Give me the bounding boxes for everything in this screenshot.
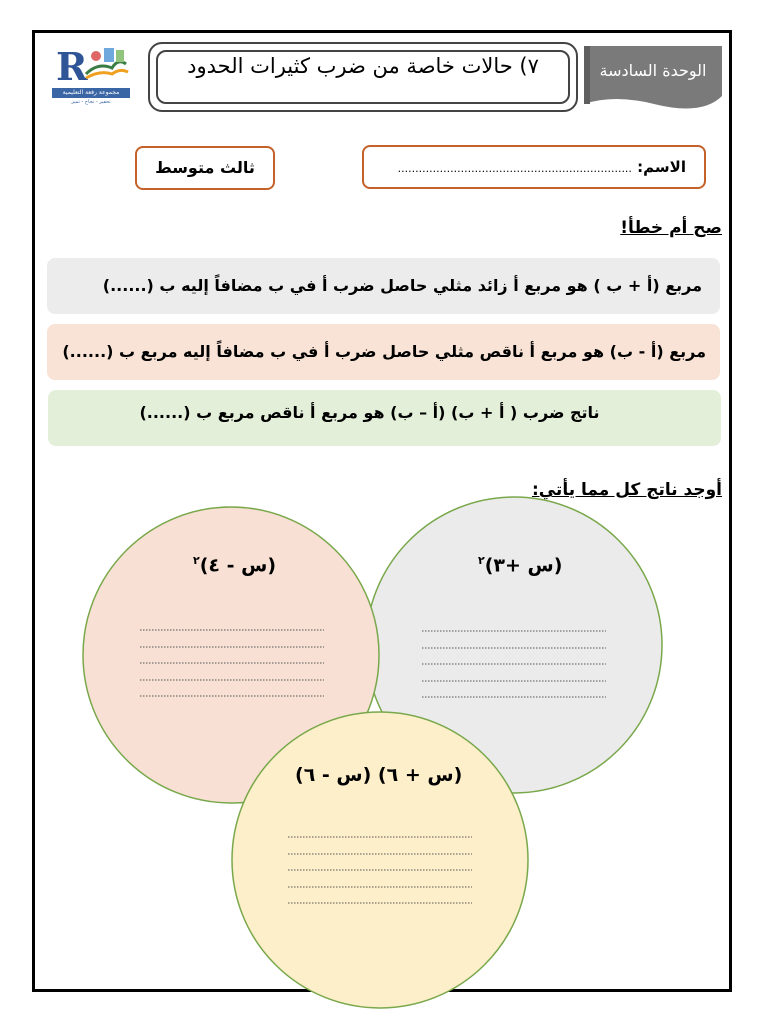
expression-2	[193, 554, 276, 576]
true-false-item[interactable]: مربع (أ + ب ) هو مربع أ زائد مثلي حاصل ضرب أ في ب مضافاً إليه ب (......)	[47, 258, 720, 314]
expression-2-power: ٢	[193, 554, 200, 567]
true-false-item[interactable]: مربع (أ - ب) هو مربع أ ناقص مثلي حاصل ضرب أ في ب مضافاً إليه مربع ب (......)	[47, 324, 720, 380]
expression-3	[295, 764, 462, 786]
expression-1-power: ٢	[478, 554, 485, 567]
name-label: الاسم:	[637, 158, 686, 176]
unit-label: الوحدة السادسة	[599, 61, 707, 80]
expression-2-base: (س - ٤)	[199, 554, 277, 577]
logo-tagline: تحفيز - نجاح - تميز	[71, 99, 111, 105]
answer-circle-yellow	[232, 712, 528, 1008]
products-heading: أوجد ناتج كل مما يأتي:	[531, 480, 722, 500]
true-false-item[interactable]: ناتج ضرب ( أ + ب) (أ – ب) هو مربع أ ناقص مربع ب (......)	[48, 390, 721, 446]
grade-badge: ثالث متوسط	[135, 146, 275, 190]
svg-text:R: R	[56, 44, 88, 88]
logo-caption: مجموعة رفعة التعليمية	[52, 88, 130, 98]
expression-1	[478, 554, 562, 576]
lesson-title: ٧) حالات خاصة من ضرب كثيرات الحدود	[187, 54, 539, 78]
true-false-heading: صح أم خطأ!	[620, 218, 722, 238]
expression-1-base: (س +٣)	[484, 554, 563, 577]
expression-3-base: (س + ٦) (س - ٦)	[295, 764, 463, 786]
name-blank[interactable]: ...................................................................	[397, 162, 632, 175]
